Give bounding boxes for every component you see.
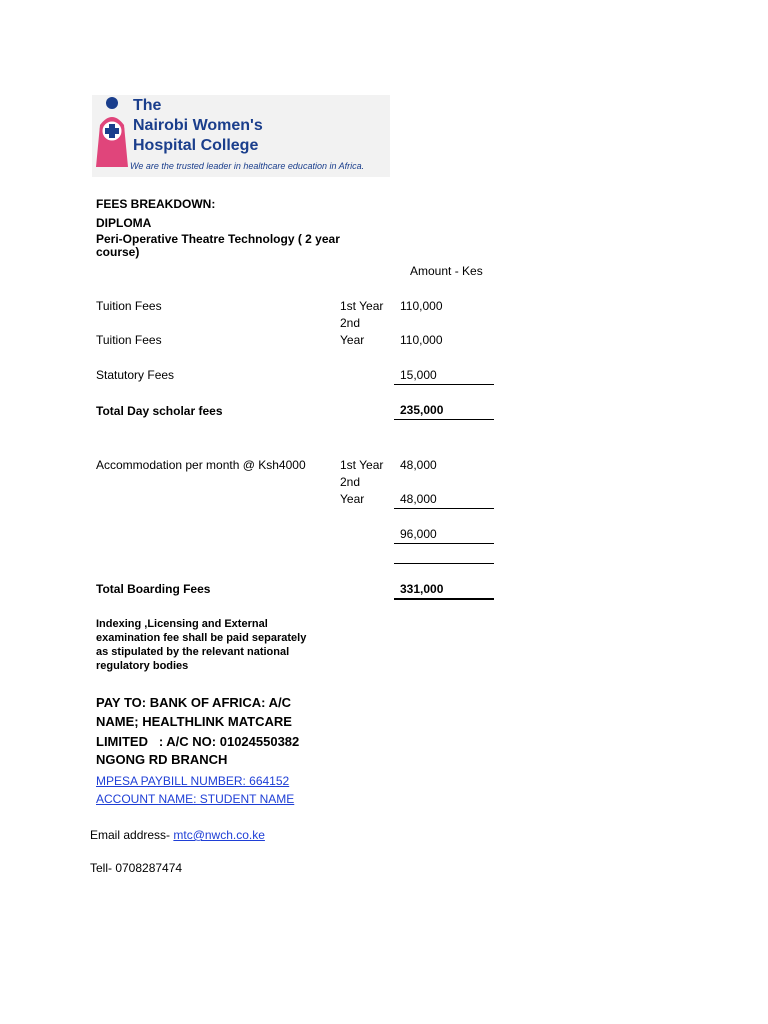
total-boarding-label: Total Boarding Fees: [96, 582, 211, 596]
level-heading: DIPLOMA: [96, 216, 152, 230]
divider: [394, 419, 494, 420]
mpesa-paybill-link[interactable]: MPESA PAYBILL NUMBER: 664152: [96, 774, 290, 788]
accommodation-year2-a: 2nd: [340, 475, 361, 489]
mpesa-account-name-link[interactable]: ACCOUNT NAME: STUDENT NAME: [96, 792, 295, 806]
divider: [394, 563, 494, 564]
nurse-figure-icon: [92, 95, 134, 177]
divider: [394, 598, 494, 600]
payment-line3: LIMITED : A/C NO: 01024550382: [96, 734, 300, 749]
accommodation-label: Accommodation per month @ Ksh4000: [96, 458, 306, 472]
tuition-year2-a: 2nd: [340, 316, 361, 330]
accommodation-total-amount: 96,000: [400, 527, 437, 541]
accommodation-year2-b: Year: [340, 492, 365, 506]
amount-column-header: Amount - Kes: [410, 264, 483, 278]
college-logo: [92, 95, 390, 177]
divider: [394, 508, 494, 509]
logo-text-line2: Nairobi Women's: [133, 117, 263, 134]
fees-breakdown-heading: FEES BREAKDOWN:: [96, 197, 216, 211]
indexing-note-line3: as stipulated by the relevant national: [96, 646, 290, 658]
logo-text-line1: The: [133, 97, 162, 114]
accommodation-year2-amount: 48,000: [400, 492, 437, 506]
payment-line1: PAY TO: BANK OF AFRICA: A/C: [96, 695, 292, 710]
tuition-fees-label-2: Tuition Fees: [96, 333, 162, 347]
tuition-fees-label: Tuition Fees: [96, 299, 162, 313]
tuition-year2-b: Year: [340, 333, 365, 347]
indexing-note-line4: regulatory bodies: [96, 660, 189, 672]
indexing-note-line1: Indexing ,Licensing and External: [96, 618, 268, 630]
total-day-scholar-amount: 235,000: [400, 403, 444, 417]
tuition-year1: 1st Year: [340, 299, 384, 313]
statutory-fees-label: Statutory Fees: [96, 368, 175, 382]
course-title-line1: Peri-Operative Theatre Technology ( 2 year: [96, 232, 340, 246]
indexing-note-line2: examination fee shall be paid separately: [96, 632, 307, 644]
tuition-year1-amount: 110,000: [400, 299, 443, 313]
statutory-fees-amount: 15,000: [400, 368, 437, 382]
accommodation-year1-amount: 48,000: [400, 458, 437, 472]
course-title-line2: course): [96, 245, 140, 259]
logo-text-line3: Hospital College: [133, 137, 259, 154]
email-row: [90, 828, 265, 842]
email-label: Email address-: [90, 828, 171, 842]
logo-tagline: We are the trusted leader in healthcare education in Africa.: [130, 161, 365, 171]
tuition-year2-amount: 110,000: [400, 333, 443, 347]
payment-line2: NAME; HEALTHLINK MATCARE: [96, 714, 292, 729]
accommodation-year1: 1st Year: [340, 458, 384, 472]
total-boarding-amount: 331,000: [400, 582, 444, 596]
total-day-scholar-label: Total Day scholar fees: [96, 404, 223, 418]
email-link[interactable]: mtc@nwch.co.ke: [173, 828, 265, 842]
divider: [394, 384, 494, 385]
telephone-text: Tell- 0708287474: [90, 861, 183, 875]
divider: [394, 543, 494, 544]
payment-line4: NGONG RD BRANCH: [96, 752, 228, 767]
